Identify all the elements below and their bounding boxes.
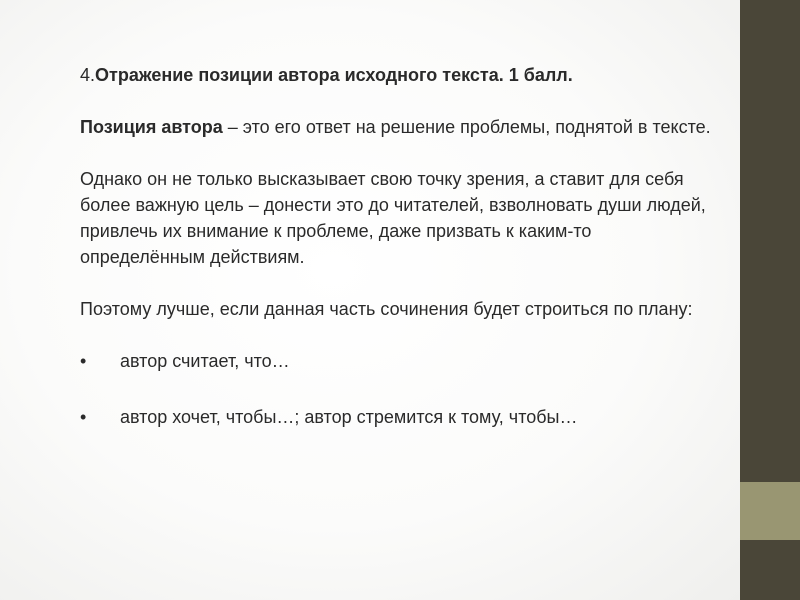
right-decorative-square bbox=[740, 482, 800, 540]
bullet-item-1 bbox=[80, 348, 720, 374]
plan-intro-paragraph: Поэтому лучше, если данная часть сочинения будет строиться по плану: bbox=[80, 299, 693, 319]
bullet-marker: • bbox=[80, 407, 87, 427]
slide-content bbox=[80, 62, 720, 460]
heading-text: Отражение позиции автора исходного текста. 1 балл. bbox=[95, 65, 573, 85]
heading-number: 4. bbox=[80, 65, 96, 85]
definition-term: Позиция автора bbox=[80, 117, 223, 137]
definition-paragraph bbox=[80, 114, 720, 140]
bullet-item-2 bbox=[80, 404, 720, 430]
bullet-text-2: автор хочет, чтобы…; автор стремится к тому, чтобы… bbox=[120, 407, 578, 427]
slide-heading bbox=[80, 62, 720, 88]
bullet-marker: • bbox=[80, 351, 87, 371]
definition-text: – это его ответ на решение проблемы, поднятой в тексте. bbox=[222, 117, 711, 137]
explanation-paragraph: Однако он не только высказывает свою точку зрения, а ставит для себя более важную цель – донести это до читателей, взволновать души людей, привлечь их внимание к проблеме, даже призвать к каким-то определённым действиям. bbox=[80, 169, 706, 267]
bullet-text-1: автор считает, что… bbox=[120, 351, 290, 371]
